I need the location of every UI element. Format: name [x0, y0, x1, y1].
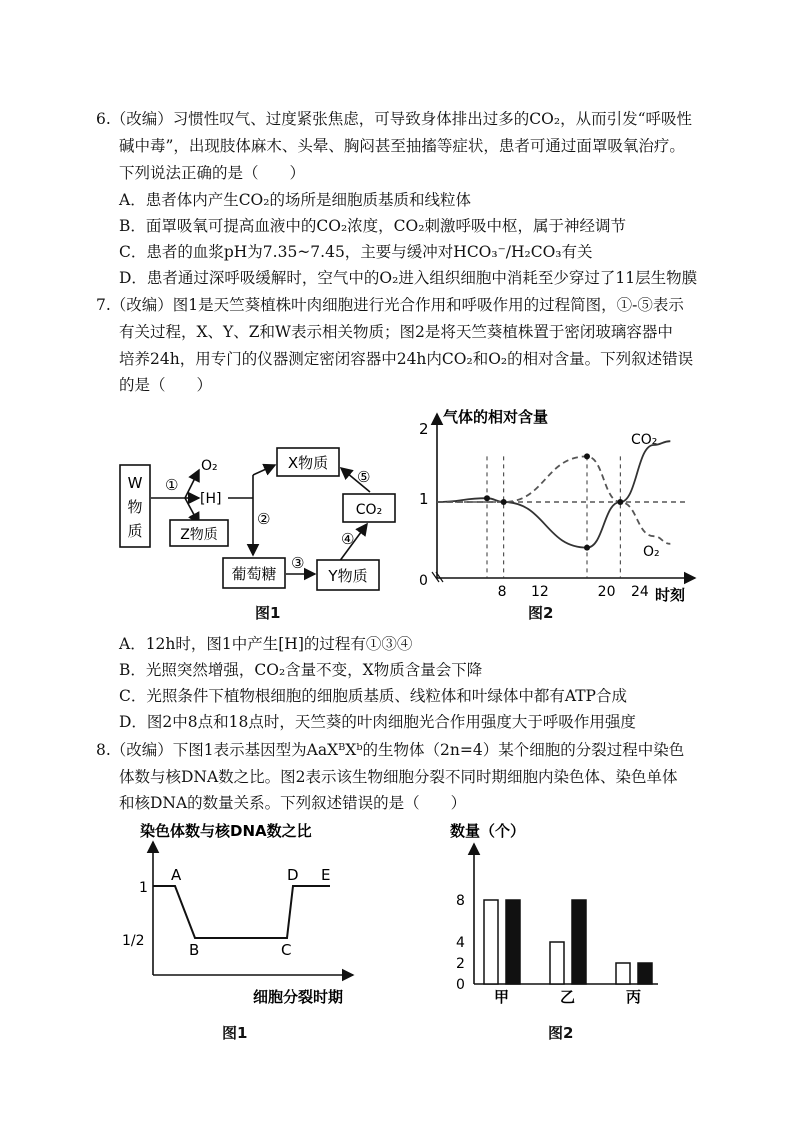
q8-stem-line-3: 和核DNA的数量关系。下列叙述错误的是（ ） — [119, 794, 467, 812]
series-o2-line — [437, 456, 670, 543]
q8-fig2-caption: 图2 — [548, 1024, 574, 1042]
q7-option-a: A．12h时，图1中产生[H]的过程有①③④ — [119, 635, 413, 653]
z-box-label: Z物质 — [180, 527, 218, 543]
glucose-box-label: 葡萄糖 — [231, 565, 277, 583]
step-2-label: ② — [257, 510, 271, 528]
bar-丙-2 — [638, 963, 652, 984]
x-substance-box — [277, 448, 339, 476]
series-co2-line — [437, 441, 670, 547]
data-point-1 — [484, 495, 490, 501]
bar-ytick-0: 0 — [456, 977, 465, 993]
q7-option-b: B．光照突然增强，CO₂含量不变，X物质含量会下降 — [119, 661, 483, 679]
point-label-C: C — [281, 941, 292, 959]
bar-丙-1 — [616, 963, 630, 984]
q8-stem-line-1: 8.（改编）下图1表示基因型为AaXᴮXᵇ的生物体（2n=4）某个细胞的分裂过程中染色 — [96, 741, 685, 759]
data-point-5 — [617, 499, 623, 505]
glucose-box — [223, 558, 285, 588]
bar-category-乙: 乙 — [560, 988, 576, 1006]
q7-stem-line-1: 7.（改编）图1是天竺葵植株叶肉细胞进行光合作用和呼吸作用的过程简图，①-⑤表示 — [96, 296, 684, 314]
ratio-xlabel: 细胞分裂时期 — [253, 988, 344, 1006]
x-box-label: X物质 — [287, 454, 329, 472]
x-tick-12: 12 — [531, 584, 549, 600]
data-point-3 — [584, 453, 590, 459]
q7-fig1-caption: 图1 — [255, 604, 281, 622]
x-unit-label: 时刻 — [655, 586, 686, 604]
bar-甲-1 — [484, 900, 498, 984]
q7-fig1-diagram — [115, 440, 420, 605]
arrow-to-o2 — [185, 470, 199, 498]
co2-series-label: CO₂ — [631, 432, 658, 448]
step-4-label: ④ — [341, 530, 355, 548]
ratio-ytick-1: 1 — [139, 880, 148, 896]
q7-option-d: D．图2中8点和18点时，天竺葵的叶肉细胞光合作用强度大于呼吸作用强度 — [119, 713, 636, 731]
q8-fig1-chart — [115, 820, 375, 1010]
bar-乙-1 — [550, 942, 564, 984]
q8-fig2-chart — [440, 820, 680, 1010]
x-tick-20: 20 — [597, 584, 616, 600]
bar-ytick-8: 8 — [456, 893, 465, 909]
q7-stem-line-4: 的是（ ） — [119, 376, 213, 394]
w-substance-box — [120, 465, 150, 547]
q6-option-d: D．患者通过深呼吸缓解时，空气中的O₂进入组织细胞中消耗至少穿过了11层生物膜 — [119, 269, 698, 287]
w-box-char-3: 质 — [127, 522, 143, 540]
bar-category-甲: 甲 — [494, 988, 510, 1006]
axis-break-1 — [432, 572, 439, 582]
o2-series-label: O₂ — [643, 544, 660, 560]
step-5-label: ⑤ — [357, 468, 371, 486]
bar-category-丙: 丙 — [626, 988, 642, 1006]
q7-fig2-caption: 图2 — [528, 604, 554, 622]
w-box-char-2: 物 — [127, 498, 143, 516]
bar-乙-2 — [572, 900, 586, 984]
step-3-label: ③ — [291, 554, 305, 572]
bar-ylabel: 数量（个） — [450, 822, 526, 840]
point-label-B: B — [189, 941, 200, 959]
y-tick-1: 1 — [419, 490, 429, 508]
ratio-ylabel: 染色体数与核DNA数之比 — [140, 822, 312, 840]
co2-box — [343, 494, 395, 522]
zero-label: 0 — [419, 573, 428, 589]
ratio-ytick-half: 1/2 — [122, 933, 145, 949]
bar-ytick-2: 2 — [456, 956, 465, 972]
q7-stem-line-3: 培养24h，用专门的仪器测定密闭容器中24h内CO₂和O₂的相对含量。下列叙述错误 — [119, 350, 694, 368]
h-label: [H] — [200, 491, 222, 507]
data-point-2 — [501, 499, 507, 505]
q6-option-a: A．患者体内产生CO₂的场所是细胞质基质和线粒体 — [119, 191, 471, 209]
bar-ytick-4: 4 — [456, 935, 465, 951]
x-tick-24: 24 — [631, 584, 649, 600]
q6-stem-line-2: 碱中毒”，出现肢体麻木、头晕、胸闷甚至抽搐等症状，患者可通过面罩吸氧治疗。 — [119, 137, 685, 155]
q7-stem-line-2: 有关过程，X、Y、Z和W表示相关物质；图2是将天竺葵植株置于密闭玻璃容器中 — [119, 323, 673, 341]
q8-stem-line-2: 体数与核DNA数之比。图2表示该生物细胞分裂不同时期细胞内染色体、染色单体 — [119, 768, 678, 786]
bar-甲-2 — [506, 900, 520, 984]
co2-box-label: CO₂ — [355, 502, 383, 518]
z-substance-box — [170, 520, 228, 546]
arrow-to-x — [253, 465, 275, 475]
data-point-4 — [584, 545, 590, 551]
point-label-D: D — [287, 866, 299, 884]
q6-option-c: C．患者的血浆pH为7.35~7.45，主要与缓冲对HCO₃⁻/H₂CO₃有关 — [119, 243, 593, 261]
point-label-E: E — [321, 866, 331, 884]
y-box-label: Y物质 — [328, 567, 368, 585]
q6-option-b: B．面罩吸氧可提高血液中的CO₂浓度，CO₂刺激呼吸中枢，属于神经调节 — [119, 217, 626, 235]
x-tick-8: 8 — [497, 584, 507, 600]
q7-fig2-chart — [405, 400, 705, 605]
chart-title: 气体的相对含量 — [443, 408, 549, 426]
y-tick-2: 2 — [419, 420, 429, 438]
y-substance-box — [317, 560, 379, 590]
w-box-char-1: W — [127, 474, 143, 492]
q7-option-c: C．光照条件下植物根细胞的细胞质基质、线粒体和叶绿体中都有ATP合成 — [119, 687, 627, 705]
q6-stem-line-1: 6.（改编）习惯性叹气、过度紧张焦虑，可导致身体排出过多的CO₂，从而引发“呼吸性 — [96, 110, 692, 128]
step-1-label: ① — [165, 476, 179, 494]
point-label-A: A — [171, 866, 182, 884]
q6-stem-line-3: 下列说法正确的是（ ） — [119, 164, 306, 182]
ratio-line — [153, 886, 330, 938]
o2-label: O₂ — [201, 458, 218, 474]
q8-fig1-caption: 图1 — [222, 1024, 248, 1042]
